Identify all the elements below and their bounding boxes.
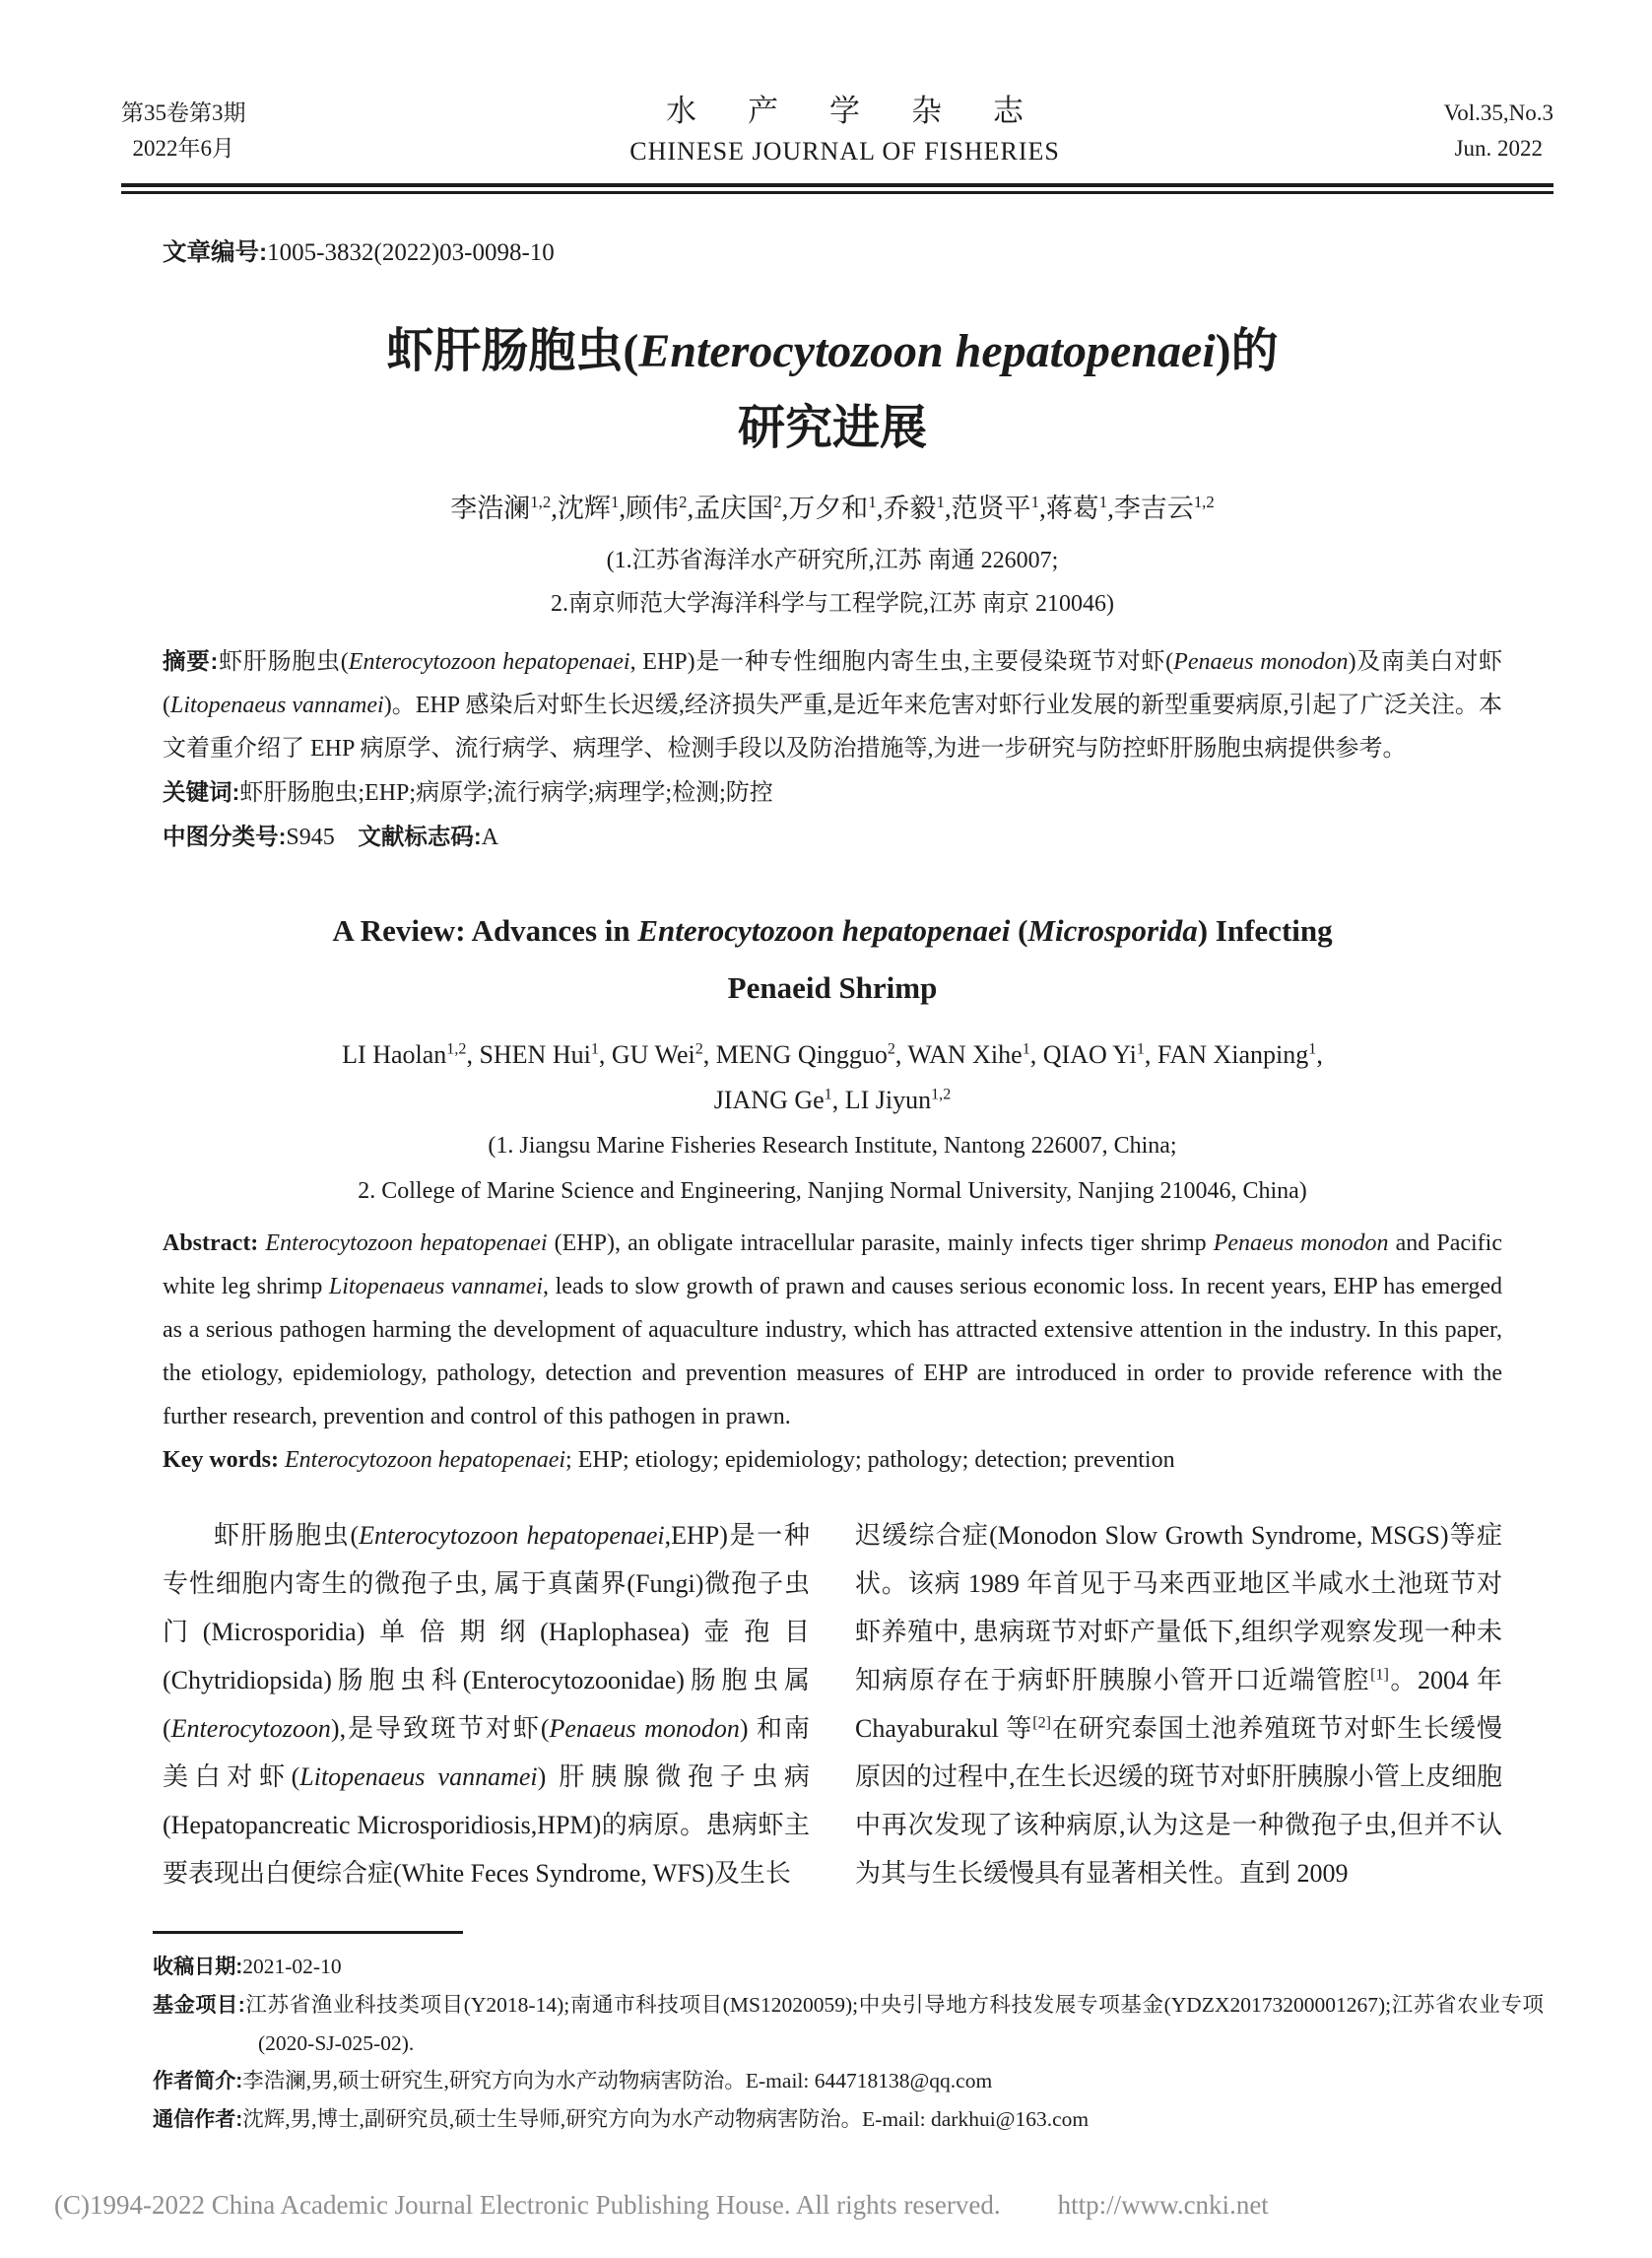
body-columns [163,1511,1502,1897]
body-column-right [855,1511,1502,1897]
abstract-cn: 摘要:虾肝肠胞虫(Enterocytozoon hepatopenaei, EHP)是一种专性细胞内寄生虫,主要侵染斑节对虾(Penaeus monodon)及南美白对虾(Litopenaeus vannamei)。EHP 感染后对虾生长迟缓,经济损失严重,是近年来危害对虾行业发展的新型重要病原,引起了广泛关注。本文着重介绍了 EHP 病原学、流行病学、病理学、检测手段以及防治措施等,为进一步研究与防控虾肝肠胞虫病提供参考。 [163,648,1502,762]
paper-title-en-line1: A Review: Advances in Enterocytozoon hepatopenaei (Microsporida) Infecting [332,913,1333,948]
paper-title-cn-line1: 虾肝肠胞虫(Enterocytozoon hepatopenaei)的 [386,325,1279,377]
journal-header-right [1444,96,1553,166]
page-footer [54,2190,1269,2221]
footnote-corresponding-author: 通信作者:沈辉,男,博士,副研究员,硕士生导师,研究方向为水产动物病害防治。E-mail: darkhui@163.com [153,2107,1090,2131]
journal-header [121,91,1553,171]
keywords-en: Key words: Enterocytozoon hepatopenaei; EHP; etiology; epidemiology; pathology; detection; prevention [163,1447,1175,1473]
footnote-received-date: 收稿日期:2021-02-10 [153,1955,342,1978]
body-paragraph-left: 虾肝肠胞虫(Enterocytozoon hepatopenaei,EHP)是一种专性细胞内寄生的微孢子虫, 属于真菌界(Fungi)微孢子虫门(Microsporidia)单倍期纲(Haplophasea)壶孢目(Chytridiopsida)肠胞虫科(Enterocytozoonidae)肠胞虫属(Enterocytozoon),是导致斑节对虾(Penaeus monodon) 和南美白对虾(Litopenaeus vannamei) 肝胰腺微孢子虫病(Hepatopancreatic Microsporidiosis,HPM)的病原。患病虾主要表现出白便综合症(White Feces Syndrome, WFS)及生长 [163,1521,810,1888]
body-paragraph-right: 迟缓综合症(Monodon Slow Growth Syndrome, MSGS)等症状。该病 1989 年首见于马来西亚地区半咸水土池斑节对虾养殖中, 患病斑节对虾产量低下,组织学观察发现一种未知病原存在于病虾肝胰腺小管开口近端管腔[1]。2004 年 Chayaburakul 等[2]在研究泰国土池养殖斑节对虾生长缓慢原因的过程中,在生长迟缓的斑节对虾肝胰腺小管上皮细胞中再次发现了该种病原,认为这是一种微孢子虫,但并不认为其与生长缓慢具有显著相关性。直到 2009 [855,1521,1502,1888]
paper-title-en-line2: Penaeid Shrimp [727,970,938,1005]
paper-title-cn-line2: 研究进展 [737,402,927,454]
authors-en [163,1032,1502,1123]
journal-date-cn: 2022年6月 [132,136,234,161]
paper-title-cn [163,313,1502,467]
clc-number-line: 中图分类号:S945 文献标志码:A [163,824,499,850]
keywords-cn: 关键词:虾肝肠胞虫;EHP;病原学;流行病学;病理学;检测;防控 [163,779,773,806]
body-column-left [163,1511,810,1897]
affiliation-cn-1: (1.江苏省海洋水产研究所,江苏 南通 226007; [606,548,1059,573]
journal-header-center [246,91,1444,171]
article-number: 文章编号:1005-3832(2022)03-0098-10 [163,239,555,266]
footnotes [121,1931,1553,2139]
paper-title-en [163,902,1502,1017]
cnki-url: http://www.cnki.net [1057,2190,1269,2220]
footnote-funding: 基金项目:江苏省渔业科技类项目(Y2018-14);南通市科技项目(MS12020059);中央引导地方科技发展专项基金(YDZX20173200001267);江苏省农业专项(2020-SJ-025-02). [153,1993,1545,2055]
affiliation-en-2: 2. College of Marine Science and Engineering, Nanjing Normal University, Nanjing 210046, China) [358,1178,1307,1204]
header-double-rule [121,183,1553,194]
journal-title-cn: 水产学杂志 [666,94,1076,128]
abstract-en: Abstract: Enterocytozoon hepatopenaei (EHP), an obligate intracellular parasite, mainly infects tiger shrimp Penaeus monodon and Pacific white leg shrimp Litopenaeus vannamei, leads to slow growth of prawn and causes serious economic loss. In recent years, EHP has emerged as a serious pathogen harming the development of aquaculture industry, which has attracted extensive attention in the industry. In this paper, the etiology, epidemiology, pathology, detection and prevention measures of EHP are introduced in order to provide reference with the further research, prevention and control of this pathogen in prawn. [163,1230,1503,1429]
affiliation-cn-2: 2.南京师范大学海洋科学与工程学院,江苏 南京 210046) [551,591,1114,617]
affiliations-en [163,1123,1502,1214]
footnote-author-bio: 作者简介:李浩澜,男,硕士研究生,研究方向为水产动物病害防治。E-mail: 644718138@qq.com [153,2069,993,2092]
journal-date-en: Jun. 2022 [1454,136,1544,161]
journal-title-en: CHINESE JOURNAL OF FISHERIES [629,137,1060,166]
authors-cn: 李浩澜$^{1,2}$,沈辉$^1$,顾伟$^2$,孟庆国$^2$,万夕和$^1$,乔毅$^1$,范贤平$^1$,蒋葛$^1$,李吉云$^{1,2}$ [450,493,1215,523]
footnote-divider [153,1931,463,1934]
copyright-text: (C)1994-2022 China Academic Journal Electronic Publishing House. All rights reserved. [54,2190,1001,2220]
authors-en-line1: LI Haolan$^{1,2}$, SHEN Hui$^1$, GU Wei$^2$, MENG Qingguo$^2$, WAN Xihe$^1$, QIAO Yi$^1$, FAN Xianping$^1$, [342,1040,1323,1069]
journal-volume-issue-cn: 第35卷第3期 [121,100,246,125]
journal-header-left [121,96,246,166]
affiliations-cn [163,539,1502,626]
authors-en-line2: JIANG Ge$^1$, LI Jiyun$^{1,2}$ [713,1086,952,1114]
affiliation-en-1: (1. Jiangsu Marine Fisheries Research Institute, Nantong 226007, China; [488,1133,1177,1159]
journal-volume-issue-en: Vol.35,No.3 [1443,100,1553,125]
